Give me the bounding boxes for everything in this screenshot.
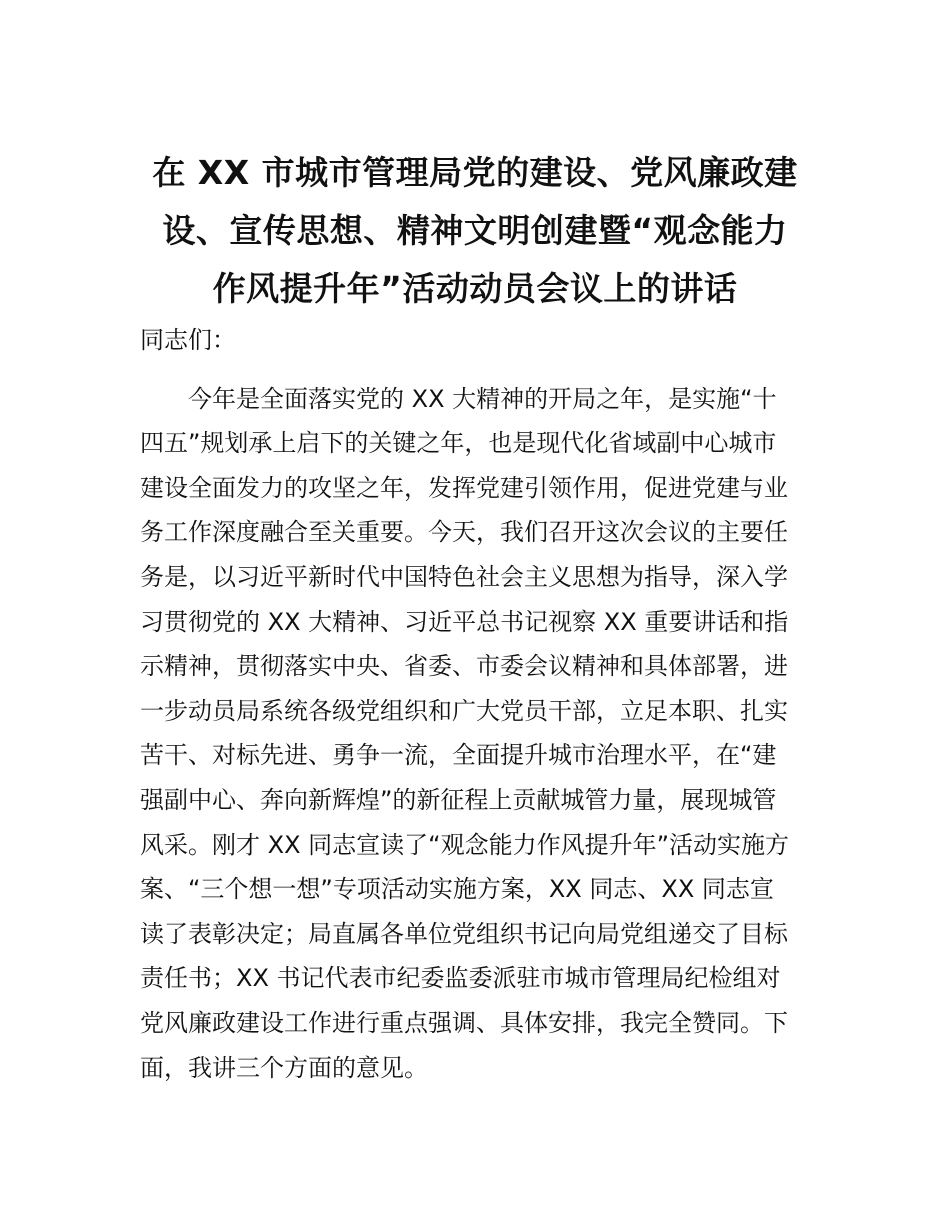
paragraph-line: 习贯彻党的 XX 大精神、习近平总书记视察 XX 重要讲话和指 <box>140 607 789 636</box>
document-title <box>140 144 810 318</box>
paragraph-line: 建设全面发力的攻坚之年，发挥党建引领作用，促进党建与业 <box>140 473 788 502</box>
paragraph-line: 党风廉政建设工作进行重点强调、具体安排，我完全赞同。下 <box>140 1008 788 1037</box>
title-line: 在 XX 市城市管理局党的建设、党风廉政建 <box>152 153 798 192</box>
paragraph-line: 苦干、对标先进、勇争一流，全面提升城市治理水平，在“建 <box>140 741 777 770</box>
document-body <box>140 318 812 1090</box>
title-line: 作风提升年”活动动员会议上的讲话 <box>212 269 738 308</box>
paragraph-line: 今年是全面落实党的 XX 大精神的开局之年，是实施“十 <box>188 384 777 413</box>
paragraph-line: 风采。刚才 XX 同志宣读了“观念能力作风提升年”活动实施方 <box>140 830 790 859</box>
paragraph-line: 强副中心、奔向新辉煌”的新征程上贡献城管力量，展现城管 <box>140 785 777 814</box>
paragraph-line: 示精神，贯彻落实中央、省委、市委会议精神和具体部署，进 <box>140 652 788 681</box>
title-line: 设、宣传思想、精神文明创建暨“观念能力 <box>162 211 788 250</box>
paragraph-line: 面，我讲三个方面的意见。 <box>140 1053 428 1082</box>
paragraph-line: 务工作深度融合至关重要。今天，我们召开这次会议的主要任 <box>140 518 788 547</box>
paragraph-line: 读了表彰决定；局直属各单位党组织书记向局党组递交了目标 <box>140 919 788 948</box>
paragraph-line: 一步动员局系统各级党组织和广大党员干部，立足本职、扎实 <box>140 696 788 725</box>
paragraph-line: 责任书；XX 书记代表市纪委监委派驻市城市管理局纪检组对 <box>140 964 781 993</box>
paragraph-line: 案、“三个想一想”专项活动实施方案，XX 同志、XX 同志宣 <box>140 875 774 904</box>
salutation: 同志们： <box>140 326 236 354</box>
paragraph <box>140 377 812 1091</box>
paragraph-line: 四五”规划承上启下的关键之年，也是现代化省域副中心城市 <box>140 429 777 458</box>
paragraph-line: 务是，以习近平新时代中国特色社会主义思想为指导，深入学 <box>140 562 788 591</box>
